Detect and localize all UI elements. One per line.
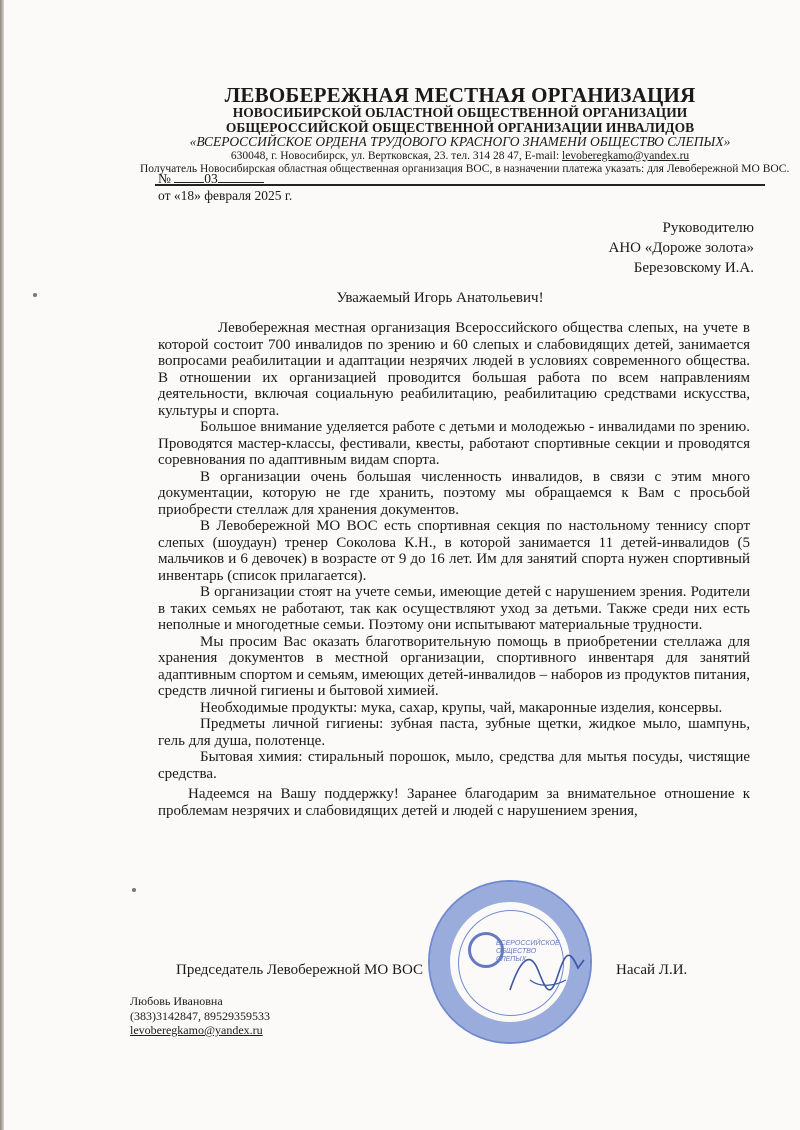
body-paragraph-9: Бытовая химия: стиральный порошок, мыло, средства для мытья посуды, чистящие средства.: [158, 749, 750, 782]
org-title: ЛЕВОБЕРЕЖНАЯ МЕСТНАЯ ОРГАНИЗАЦИЯ: [224, 83, 696, 107]
addressee-line-2: АНО «Дороже золота»: [608, 240, 754, 256]
contact-name: Любовь Ивановна: [130, 994, 223, 1008]
org-subtitle-2: ОБЩЕРОССИЙСКОЙ ОБЩЕСТВЕННОЙ ОРГАНИЗАЦИИ ИНВАЛИДОВ: [225, 119, 695, 135]
letter-date: от «18» февраля 2025 г.: [158, 188, 293, 203]
number-blank-right: [218, 170, 264, 183]
body-paragraph-10: Надеемся на Вашу поддержку! Заранее благодарим за внимательное отношение к проблемам незрячих и слабовидящих детей и людей с нарушением зрения,: [158, 786, 750, 819]
header-email-link[interactable]: levoberegkamo@yandex.ru: [562, 149, 690, 162]
number-value: 03: [204, 171, 218, 186]
addressee-line-1: Руководителю: [662, 220, 754, 236]
body-paragraph-4: В Левобережной МО ВОС есть спортивная секция по настольному теннису спорт слепых (шоудаун) тренер Соколова К.Н., в которой занимается 11 детей-инвалидов (5 мальчиков и 6 девочек) в возрасте от 9 до 16 лет. Им для занятий спорта нужен спортивный инвентарь (список прилагается).: [158, 518, 750, 584]
body-paragraph-3: В организации очень большая численность инвалидов, в связи с этим много документации, которую не где хранить, поэтому мы обращаемся к Вам с просьбой приобрести стеллаж для хранения документов.: [158, 468, 750, 518]
contact-block: [130, 994, 270, 1038]
stamp-text: ВСЕРОССИЙСКОЕ ОБЩЕСТВО СЛЕПЫХ: [496, 940, 560, 963]
salutation: Уважаемый Игорь Анатольевич!: [336, 290, 544, 306]
address-text: 630048, г. Новосибирск, ул. Вертковская, 23. тел. 314 28 47, E-mail:: [230, 149, 563, 162]
org-subtitle-3: «ВСЕРОССИЙСКОЕ ОРДЕНА ТРУДОВОГО КРАСНОГО ЗНАМЕНИ ОБЩЕСТВО СЛЕПЫХ»: [189, 134, 731, 149]
payment-recipient: Получатель Новосибирская областная общественная организация ВОС, в назначении платежа указать: для Левобережной МО ВОС.: [140, 162, 790, 175]
letter-meta: [158, 170, 292, 204]
number-blank-left: [174, 170, 204, 183]
body-paragraph-7: Необходимые продукты: мука, сахар, крупы, чай, макаронные изделия, консервы.: [200, 699, 723, 716]
letterhead: [140, 83, 790, 176]
contact-email-link[interactable]: levoberegkamo@yandex.ru: [130, 1023, 263, 1037]
body-paragraph-8: Предметы личной гигиены: зубная паста, зубные щетки, жидкое мыло, шампунь, гель для душа, полотенце.: [158, 716, 750, 749]
body-paragraph-1: Левобережная местная организация Всероссийского общества слепых, на учете в которой состоит 700 инвалидов по зрению и 60 слепых и слабовидящих детей, занимается вопросами реабилитации и адаптации незрячих людей в условиях современного общества. В отношении их организацией проводится большая работа по всем направлениям деятельности, включая социальную реабилитацию, реабилитацию средствами искусства, культуры и спорта.: [158, 320, 750, 419]
body-paragraph-2: Большое внимание уделяется работе с детьми и молодежью - инвалидами по зрению. Проводятся мастер-классы, фестивали, квесты, работают спортивные секции и проводятся соревнования по адаптивным видам спорта.: [158, 419, 750, 468]
body-paragraph-6: Мы просим Вас оказать благотворительную помощь в приобретении стеллажа для хранения документов в местной организации, спортивного инвентаря для занятий адаптивным спортом и семьям, имеющих детей-инвалидов – наборов из продуктов питания, средств личной гигиены и бытовой химией.: [158, 633, 750, 699]
contact-phones: (383)3142847, 89529359533: [130, 1008, 270, 1023]
signature-position: Председатель Левобережной МО ВОС: [176, 962, 423, 978]
org-subtitle-1: НОВОСИБИРСКОЙ ОБЛАСТНОЙ ОБЩЕСТВЕННОЙ ОРГАНИЗАЦИИ: [232, 105, 688, 120]
org-address: [150, 150, 770, 163]
scan-speck: [132, 888, 136, 892]
body-paragraph-5: В организации стоят на учете семьи, имеющие детей с нарушением зрения. Родители в таких семьях не работают, так как осуществляют уход за детьми. Также среди них есть неполные и многодетные семьи. Поэтому они испытывают материальные трудности.: [158, 584, 750, 633]
letter-body: [158, 320, 750, 819]
signature-name: Насай Л.И.: [616, 962, 688, 978]
handwritten-signature: [500, 940, 590, 1010]
addressee-line-3: Березовскому И.А.: [633, 260, 754, 276]
letter-number: [158, 170, 292, 187]
scan-edge: [0, 0, 4, 1130]
addressee-block: [608, 218, 754, 278]
number-prefix: №: [158, 171, 171, 186]
scan-speck: [33, 293, 37, 297]
